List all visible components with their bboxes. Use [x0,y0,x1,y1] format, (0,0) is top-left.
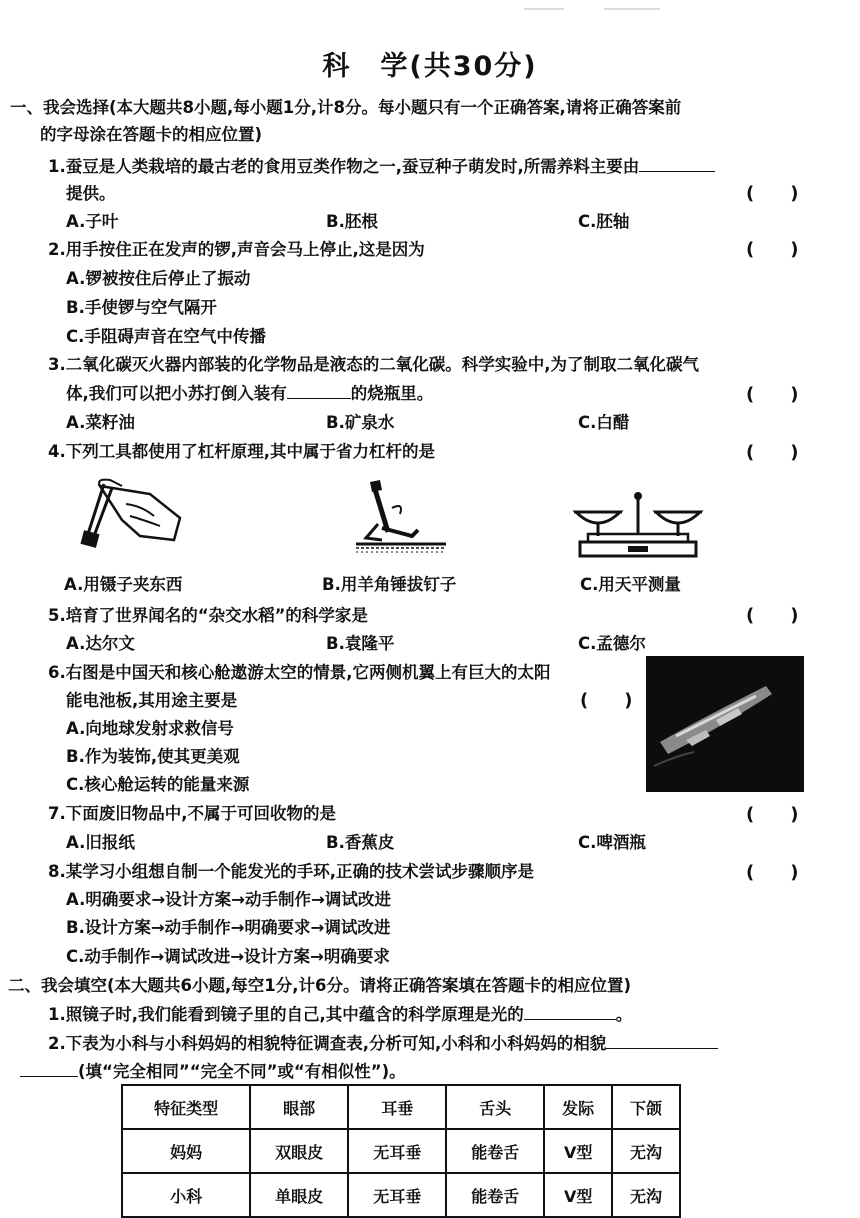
q7-option-a: A.旧报纸 [66,833,135,852]
q3-option-b: B.矿泉水 [326,413,395,432]
table-header-cell: 特征类型 [122,1085,250,1129]
table-cell: 妈妈 [122,1129,250,1173]
q3-stem-a: 体,我们可以把小苏打倒入装有 [66,384,287,403]
q6-answer-paren[interactable]: ( ) [580,690,633,711]
table-cell: 能卷舌 [446,1129,544,1173]
table-header-row [122,1085,680,1129]
q1-option-b: B.胚根 [326,212,378,231]
q8-option-a: A.明确要求→设计方案→动手制作→调试改进 [66,890,391,909]
q4-option-b: B.用羊角锤拔钉子 [322,575,457,594]
table-header-cell: 耳垂 [348,1085,446,1129]
f2-answer-blank-b[interactable] [20,1062,78,1077]
q4-option-c: C.用天平测量 [580,575,681,594]
q6-option-a: A.向地球发射求救信号 [66,719,234,738]
balance-scale-illustration [572,490,704,560]
q8-stem: 8.某学习小组想自制一个能发光的手环,正确的技术尝试步骤顺序是 [48,862,535,881]
table-row [122,1173,680,1217]
q6-line2: 能电池板,其用途主要是 [66,691,238,710]
q5-option-b: B.袁隆平 [326,634,395,653]
table-cell: 双眼皮 [250,1129,348,1173]
f2-answer-blank-a[interactable] [606,1034,718,1049]
feature-survey-table [121,1084,681,1218]
q5-answer-paren[interactable]: ( ) [746,605,799,626]
q8-option-b: B.设计方案→动手制作→明确要求→调试改进 [66,918,391,937]
page-title: 科 学(共30分) [322,51,538,82]
table-cell: 无耳垂 [348,1129,446,1173]
q6-option-c: C.核心舱运转的能量来源 [66,775,250,794]
q1-answer-blank[interactable] [639,157,715,172]
q6-option-b: B.作为装饰,使其更美观 [66,747,240,766]
q3-line1: 3.二氧化碳灭火器内部装的化学物品是液态的二氧化碳。科学实验中,为了制取二氧化碳气 [48,355,700,374]
table-header-cell: 发际 [544,1085,612,1129]
scan-artifact [604,8,660,10]
q7-answer-paren[interactable]: ( ) [746,804,799,825]
q4-answer-paren[interactable]: ( ) [746,442,799,463]
q3-line2 [66,380,433,404]
q4-option-a: A.用镊子夹东西 [64,575,183,594]
q1-option-a: A.子叶 [66,212,119,231]
table-header-cell: 下颌 [612,1085,680,1129]
q7-option-c: C.啤酒瓶 [578,833,646,852]
q3-answer-blank[interactable] [287,384,351,399]
f1-line [48,1001,632,1025]
section2-header: 二、我会填空(本大题共6小题,每空1分,计6分。请将正确答案填在答题卡的相应位置) [8,976,632,995]
q8-option-c: C.动手制作→调试改进→设计方案→明确要求 [66,947,390,966]
f1-stem: 1.照镜子时,我们能看到镜子里的自己,其中蕴含的科学原理是光的 [48,1005,524,1024]
f1-answer-blank[interactable] [524,1005,616,1020]
table-cell: 无耳垂 [348,1173,446,1217]
f2-line2 [20,1058,406,1082]
q1-stem: 1.蚕豆是人类栽培的最古老的食用豆类作物之一,蚕豆种子萌发时,所需养料主要由 [48,157,640,176]
q5-option-c: C.孟德尔 [578,634,646,653]
f2-line1 [48,1030,718,1054]
table-cell: 小科 [122,1173,250,1217]
q2-answer-paren[interactable]: ( ) [746,239,799,260]
section1-header-line2: 的字母涂在答题卡的相应位置) [40,125,263,144]
table-cell: V型 [544,1129,612,1173]
f2-hint: (填“完全相同”“完全不同”或“有相似性”)。 [78,1062,406,1081]
q5-stem: 5.培育了世界闻名的“杂交水稻”的科学家是 [48,606,368,625]
table-header-cell: 舌头 [446,1085,544,1129]
f1-end: 。 [615,1005,633,1024]
table-cell: 能卷舌 [446,1173,544,1217]
q1-answer-paren[interactable]: ( ) [746,183,799,204]
table-cell: 无沟 [612,1129,680,1173]
table-row [122,1129,680,1173]
q5-option-a: A.达尔文 [66,634,135,653]
q2-stem: 2.用手按住正在发声的锣,声音会马上停止,这是因为 [48,240,425,259]
q3-stem-b: 的烧瓶里。 [350,384,434,403]
q8-answer-paren[interactable]: ( ) [746,862,799,883]
section1-header-line1: 一、我会选择(本大题共8小题,每小题1分,计8分。每小题只有一个正确答案,请将正确答案前 [10,98,682,117]
q7-stem: 7.下面废旧物品中,不属于可回收物的是 [48,804,337,823]
q2-option-b: B.手使锣与空气隔开 [66,298,217,317]
q7-option-b: B.香蕉皮 [326,833,395,852]
q3-option-a: A.菜籽油 [66,413,135,432]
table-header-cell: 眼部 [250,1085,348,1129]
table-cell: V型 [544,1173,612,1217]
q6-line1: 6.右图是中国天和核心舱遨游太空的情景,它两侧机翼上有巨大的太阳 [48,663,551,682]
q2-option-c: C.手阻碍声音在空气中传播 [66,327,266,346]
q1-option-c: C.胚轴 [578,212,630,231]
q4-stem: 4.下列工具都使用了杠杆原理,其中属于省力杠杆的是 [48,442,436,461]
claw-hammer-illustration [352,478,448,558]
q3-answer-paren[interactable]: ( ) [746,384,799,405]
q2-option-a: A.锣被按住后停止了振动 [66,269,251,288]
tweezers-hand-illustration [70,476,190,558]
q1-line1 [48,153,715,177]
q1-line2: 提供。 [66,184,116,203]
table-cell: 单眼皮 [250,1173,348,1217]
f2-stem: 2.下表为小科与小科妈妈的相貌特征调查表,分析可知,小科和小科妈妈的相貌 [48,1034,607,1053]
table-cell: 无沟 [612,1173,680,1217]
scan-artifact [524,8,564,10]
q3-option-c: C.白醋 [578,413,630,432]
tianhe-space-station-photo [646,656,804,792]
